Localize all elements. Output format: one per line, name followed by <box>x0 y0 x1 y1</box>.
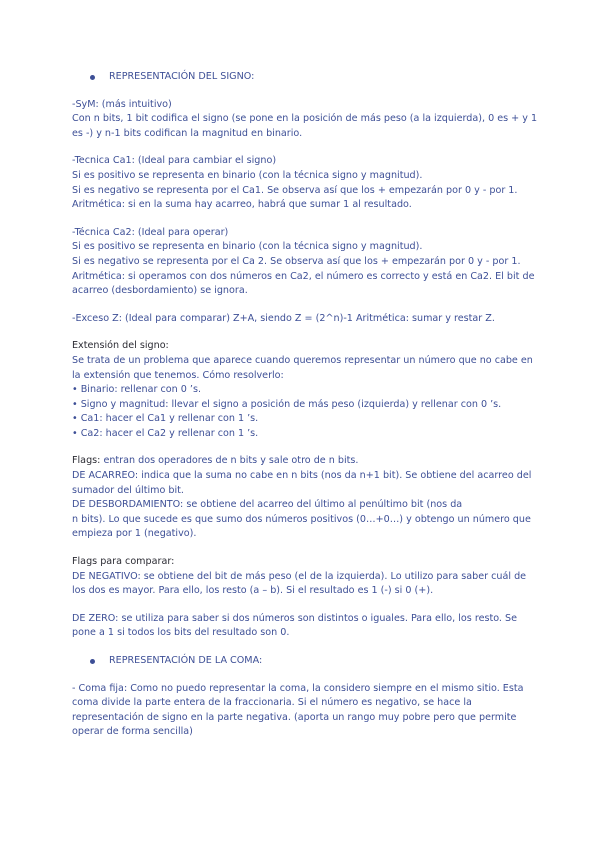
exceso-line: -Exceso Z: (Ideal para comparar) Z+A, siendo Z = (2^n)-1 Aritmética: sumar y restar Z. <box>72 312 495 324</box>
extension-bullet: • Ca2: hacer el Ca2 y rellenar con 1 ’s. <box>72 427 259 439</box>
section-signo-heading <box>90 70 530 85</box>
coma-line: operar de forma sencilla) <box>72 726 193 738</box>
flags-line: DE DESBORDAMIENTO: se obtiene del acarreo del último al penúltimo bit (nos da <box>72 499 463 511</box>
ca2-line: Si es negativo se representa por el Ca 2. Se observa así que los + empezarán por 0 y - por 1. <box>72 255 521 267</box>
flags-line: sumador del último bit. <box>72 484 184 496</box>
bullet-icon <box>90 75 95 80</box>
flags-line: n bits). Lo que sucede es que sumo dos números positivos (0…+0…) y obtengo un número que <box>72 513 531 525</box>
flags-intro-rest: entran dos operadores de n bits y sale otro de n bits. <box>100 455 359 467</box>
ca2-line: acarreo (desbordamiento) se ignora. <box>72 285 248 297</box>
ca2-line: Si es positivo se representa en binario (con la técnica signo y magnitud). <box>72 241 423 253</box>
flags-title: Flags: <box>72 455 101 467</box>
flags-intro <box>72 454 530 469</box>
section-signo-title: REPRESENTACIÓN DEL SIGNO: <box>109 71 255 82</box>
compare-flags-title: Flags para comparar: <box>72 556 175 568</box>
extension-line: la extensión que tenemos. Cómo resolverlo: <box>72 369 284 381</box>
sym-line: es -) y n-1 bits codifican la magnitud en binario. <box>72 127 303 139</box>
ca2-line: Aritmética: si operamos con dos números en Ca2, el número es correcto y está en Ca2. El bit de <box>72 270 535 282</box>
ca1-line: Si es positivo se representa en binario (con la técnica signo y magnitud). <box>72 169 423 181</box>
zero-line: pone a 1 si todos los bits del resultado son 0. <box>72 627 290 639</box>
compare-line: los dos es mayor. Para ello, los resto (a – b). Si el resultado es 1 (-) si 0 (+). <box>72 585 434 597</box>
ca1-title: -Tecnica Ca1: (Ideal para cambiar el signo) <box>72 155 277 167</box>
section-coma-heading <box>90 654 530 669</box>
coma-line: coma divide la parte entera de la fraccionaria. Si el número es negativo, se hace la <box>72 697 472 709</box>
sym-title: -SyM: (más intuitivo) <box>72 98 172 110</box>
extension-bullet: • Binario: rellenar con 0 ’s. <box>72 384 202 396</box>
extension-bullet: • Signo y magnitud: llevar el signo a posición de más peso (izquierda) y rellenar con 0 ’s. <box>72 398 502 410</box>
bullet-icon <box>90 659 95 664</box>
sym-line: Con n bits, 1 bit codifica el signo (se pone en la posición de más peso (a la izquierda), 0 es + y 1 <box>72 113 538 125</box>
ca1-line: Si es negativo se representa por el Ca1. Se observa así que los + empezarán por 0 y - por 1. <box>72 184 518 196</box>
compare-line: DE NEGATIVO: se obtiene del bit de más peso (el de la izquierda). Lo utilizo para saber cuál de <box>72 570 527 582</box>
extension-bullet: • Ca1: hacer el Ca1 y rellenar con 1 ’s. <box>72 413 259 425</box>
section-coma-title: REPRESENTACIÓN DE LA COMA: <box>109 655 263 666</box>
zero-line: DE ZERO: se utiliza para saber si dos números son distintos o iguales. Para ello, los resto. Se <box>72 612 518 624</box>
ca1-line: Aritmética: si en la suma hay acarreo, habrá que sumar 1 al resultado. <box>72 199 412 211</box>
extension-line: Se trata de un problema que aparece cuando queremos representar un número que no cabe en <box>72 354 533 366</box>
coma-line: - Coma fija: Como no puedo representar la coma, la considero siempre en el mismo sitio. Esta <box>72 682 524 694</box>
ca2-title: -Técnica Ca2: (Ideal para operar) <box>72 226 229 238</box>
flags-line: empieza por 1 (negativo). <box>72 528 197 540</box>
extension-title: Extensión del signo: <box>72 340 169 352</box>
coma-line: representación de signo en la parte negativa. (aporta un rango muy pobre pero que permite <box>72 711 517 723</box>
flags-line: DE ACARREO: indica que la suma no cabe en n bits (nos da n+1 bit). Se obtiene del acarreo del <box>72 470 532 482</box>
